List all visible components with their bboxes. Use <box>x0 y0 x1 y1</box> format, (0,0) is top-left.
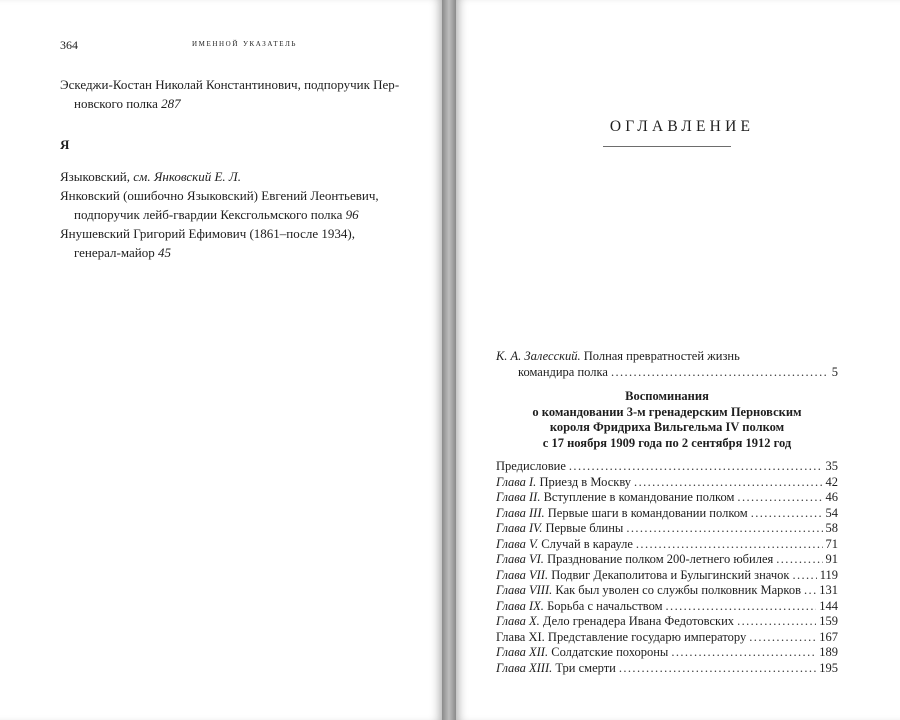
toc-item-title <box>496 552 773 568</box>
toc-item-text: Дело гренадера Ивана Федотовских <box>539 614 735 628</box>
toc-item[interactable] <box>496 537 838 553</box>
index-entry <box>60 186 400 224</box>
toc-item-text: Подвиг Декаполитова и Булыгинский значок <box>548 567 790 582</box>
toc-item-title <box>496 490 734 506</box>
toc-item-text: Три смерти <box>552 660 616 675</box>
toc-item-page: 46 <box>825 490 838 504</box>
toc-item[interactable] <box>496 630 838 646</box>
index-entry-pages: 45 <box>157 245 171 260</box>
toc-item-label: Глава XII. <box>496 645 549 659</box>
toc-item-text: Вступление в командование полком <box>540 490 735 504</box>
toc-item-title <box>496 568 789 584</box>
toc-item[interactable] <box>496 614 838 630</box>
toc-item-page: 159 <box>819 614 838 628</box>
leader-dots <box>737 490 822 506</box>
table-of-contents <box>496 349 838 676</box>
toc-item-page: 71 <box>825 536 838 551</box>
toc-intro-author: К. А. Залесский. <box>496 349 581 363</box>
toc-item-text: Случай в карауле <box>538 536 633 551</box>
toc-item[interactable] <box>496 521 838 537</box>
leader-dots <box>611 365 829 381</box>
toc-item-intro[interactable] <box>496 365 838 381</box>
toc-item-text: Предисловие <box>496 459 566 473</box>
toc-item-title <box>496 506 748 522</box>
index-entry-text: Языковский, <box>60 169 134 184</box>
toc-item-label: Глава VI. <box>496 552 544 566</box>
section-heading-line: о командовании 3-м гренадерским Перновским <box>532 404 802 419</box>
toc-item-label: Глава VII. <box>496 567 549 582</box>
section-heading-line: с 17 ноября 1909 года по 2 сентября 1912 год <box>542 435 792 450</box>
toc-item[interactable] <box>496 552 838 568</box>
toc-item-title <box>496 583 801 599</box>
toc-item-label: Глава II. <box>496 490 541 504</box>
toc-item-label: Глава I. <box>496 474 537 489</box>
leader-dots <box>626 521 822 537</box>
leader-dots <box>737 614 816 630</box>
index-entry-pages: 96 <box>345 207 359 222</box>
toc-item-page: 42 <box>825 474 838 489</box>
toc-item-page: 54 <box>825 505 838 520</box>
leader-dots <box>751 506 823 522</box>
page-number: 364 <box>60 38 78 52</box>
toc-item-text: Празднование полком 200-летнего юбилея <box>543 552 774 566</box>
toc-item-page: 131 <box>819 583 838 597</box>
toc-item-title <box>496 661 616 677</box>
toc-item-title <box>496 537 633 553</box>
toc-item-label: Глава VIII. <box>496 583 553 597</box>
toc-item-title: командира полка <box>518 364 608 379</box>
toc-item-title <box>496 614 734 630</box>
toc-item-label: Глава X. <box>496 614 540 628</box>
section-heading-line: короля Фридриха Вильгельма IV полком <box>549 420 785 434</box>
section-heading-line: Воспоминания <box>625 389 709 403</box>
title-divider <box>603 146 731 147</box>
running-head <box>60 38 400 54</box>
toc-item[interactable] <box>496 599 838 615</box>
toc-item[interactable] <box>496 645 838 661</box>
toc-item-label: Глава IX. <box>496 598 544 613</box>
book-gutter <box>442 0 456 720</box>
leader-dots <box>671 645 816 661</box>
toc-item-page: 189 <box>819 645 838 659</box>
toc-title: ОГЛАВЛЕНИЕ <box>609 118 755 135</box>
toc-item[interactable] <box>496 568 838 584</box>
toc-item-label: Глава IV. <box>496 521 543 535</box>
index-entry-pages: 287 <box>161 96 181 111</box>
toc-item-label: Глава XIII. <box>496 660 553 675</box>
index-entry <box>60 75 400 113</box>
toc-item-title <box>496 521 623 537</box>
toc-item[interactable] <box>496 459 838 475</box>
index-entry-text: Янушевский Григорий Ефимович (1861–после 1934), генерал-майор <box>60 226 355 260</box>
toc-item-title <box>496 630 746 646</box>
leader-dots <box>749 630 816 646</box>
toc-item-title <box>496 475 631 491</box>
toc-item[interactable] <box>496 661 838 677</box>
index-entry-text: Эскеджи-Костан Николай Константинович, подпоручик Перновского полка <box>60 77 400 111</box>
toc-item-text: Приезд в Москву <box>536 474 632 489</box>
toc-item[interactable] <box>496 490 838 506</box>
leader-dots <box>634 475 822 491</box>
toc-item-text: Глава XI. Представление государю императору <box>496 629 747 644</box>
index-letter-heading: Я <box>60 137 70 152</box>
toc-item-text: Солдатские похороны <box>548 645 669 659</box>
toc-item-text: Борьба с начальством <box>543 598 663 613</box>
toc-section-heading <box>496 389 838 451</box>
leader-dots <box>569 459 823 475</box>
index-entry-text: Янковский (ошибочно Языковский) Евгений Леонтьевич, подпоручик лейб-гвардии Кексгольмского полка <box>60 188 379 222</box>
toc-item-title <box>496 459 566 475</box>
toc-intro-line <box>496 349 838 365</box>
index-entry-see: см. Янковский Е. Л. <box>133 169 241 184</box>
leader-dots <box>666 599 817 615</box>
leader-dots <box>776 552 822 568</box>
toc-item[interactable] <box>496 475 838 491</box>
toc-item-page: 144 <box>819 598 838 613</box>
toc-item-title <box>496 645 668 661</box>
toc-item-text: Первые блины <box>542 521 624 535</box>
toc-item-title <box>496 599 663 615</box>
index-entry <box>60 167 400 186</box>
index-entry <box>60 224 400 262</box>
toc-item-page: 91 <box>825 552 838 566</box>
toc-item-page: 119 <box>819 567 838 582</box>
toc-item-text: Первые шаги в командовании полком <box>544 505 748 520</box>
toc-item-page: 195 <box>819 660 838 675</box>
leader-dots <box>804 583 816 599</box>
toc-item-text: Как был уволен со службы полковник Марков <box>552 583 802 597</box>
leader-dots <box>619 661 816 677</box>
leader-dots <box>792 568 816 584</box>
toc-item[interactable] <box>496 583 838 599</box>
toc-item[interactable] <box>496 506 838 522</box>
running-title: именной указатель <box>192 39 298 49</box>
toc-item-page: 5 <box>831 364 838 379</box>
toc-item-label: Глава V. <box>496 536 539 551</box>
leader-dots <box>636 537 823 553</box>
toc-item-page: 58 <box>825 521 838 535</box>
toc-intro-title: Полная превратностей жизнь <box>580 349 740 363</box>
toc-item-page: 167 <box>819 629 838 644</box>
toc-item-label: Глава III. <box>496 505 545 520</box>
toc-item-page: 35 <box>825 459 838 473</box>
name-index <box>60 75 400 262</box>
toc-items <box>496 459 838 676</box>
